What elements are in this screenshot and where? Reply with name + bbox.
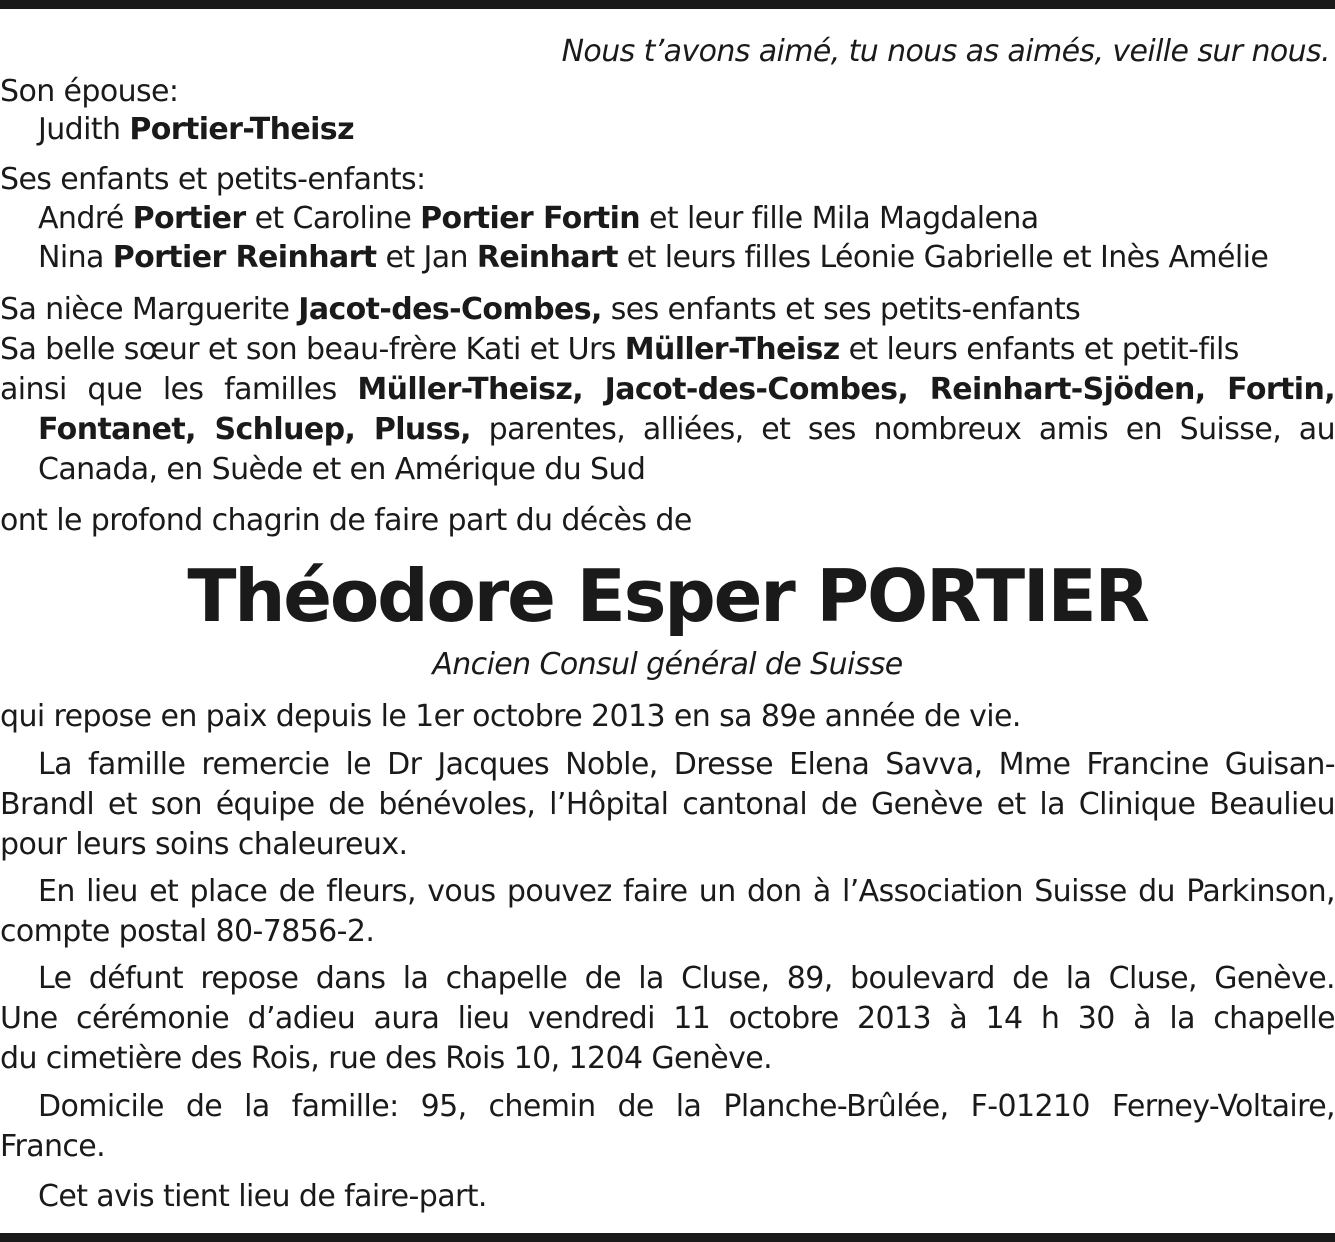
deceased-title: Ancien Consul général de Suisse — [432, 647, 903, 682]
text: Sa nièce Marguerite — [0, 292, 290, 327]
announcement: ont le profond chagrin de faire part du décès de — [0, 503, 692, 538]
children-line-1 — [38, 199, 1335, 239]
surname: Müller-Theisz — [624, 332, 840, 367]
surname: Jacot-des-Combes, — [298, 292, 602, 327]
deceased-name: Théodore Esper PORTIER — [187, 554, 1148, 638]
thanks-line-2: Brandl et son équipe de bénévoles, l’Hôpital cantonal de Genève et la Clinique Beaulieu — [0, 787, 1335, 822]
text: André — [38, 201, 124, 236]
text: et leurs filles Léonie Gabrielle et Inès Amélie — [626, 240, 1269, 275]
spouse-heading: Son épouse: — [0, 74, 179, 109]
closing-line: Cet avis tient lieu de faire-part. — [38, 1179, 487, 1214]
text: Nina — [38, 240, 104, 275]
text: et leurs enfants et petit-fils — [848, 332, 1239, 367]
domicile-line-1: Domicile de la famille: 95, chemin de la Planche-Brûlée, F-01210 Ferney-Voltaire, — [38, 1089, 1335, 1124]
inlaws-line — [0, 330, 1335, 370]
surname: Portier Reinhart — [112, 240, 377, 275]
epigraph: Nous t’avons aimé, tu nous as aimés, veille sur nous. — [561, 34, 1330, 69]
niece-line — [0, 290, 1335, 330]
spouse-last: Portier-Theisz — [129, 112, 354, 147]
thanks-line-3: pour leurs soins chaleureux. — [0, 827, 408, 862]
repose-paragraph: qui repose en paix depuis le 1er octobre 2013 en sa 89e année de vie. — [0, 699, 1021, 734]
bottom-rule — [0, 1233, 1335, 1242]
spouse-first: Judith — [38, 112, 121, 147]
donation-line-1: En lieu et place de fleurs, vous pouvez faire un don à l’Association Suisse du Parkinson, — [38, 874, 1335, 909]
children-line-2 — [38, 238, 1335, 278]
text: et Caroline — [254, 201, 412, 236]
text: ainsi que les familles — [0, 372, 337, 407]
ceremony-line-1: Le défunt repose dans la chapelle de la Cluse, 89, boulevard de la Cluse, Genève. — [38, 961, 1335, 996]
surname: Reinhart — [476, 240, 618, 275]
families-line-2 — [38, 410, 1335, 450]
spouse-entry — [38, 110, 1335, 150]
top-rule — [0, 0, 1335, 9]
families-line-3: Canada, en Suède et en Amérique du Sud — [38, 452, 646, 487]
surname: Portier Fortin — [420, 201, 641, 236]
text: parentes, alliées, et ses nombreux amis en Suisse, au — [488, 412, 1335, 447]
text: ses enfants et ses petits-enfants — [610, 292, 1081, 327]
domicile-line-2: France. — [0, 1129, 106, 1164]
children-heading: Ses enfants et petits-enfants: — [0, 162, 426, 197]
text: Sa belle sœur et son beau-frère Kati et Urs — [0, 332, 616, 367]
ceremony-line-2: Une cérémonie d’adieu aura lieu vendredi 11 octobre 2013 à 14 h 30 à la chapelle — [0, 1001, 1335, 1036]
text: et leur fille Mila Magdalena — [648, 201, 1039, 236]
surname: Portier — [132, 201, 246, 236]
donation-line-2: compte postal 80-7856-2. — [0, 914, 375, 949]
surnames: Fontanet, Schluep, Pluss, — [38, 412, 471, 447]
families-line-1 — [0, 370, 1335, 410]
thanks-line-1: La famille remercie le Dr Jacques Noble, Dresse Elena Savva, Mme Francine Guisan- — [38, 747, 1335, 782]
ceremony-line-3: du cimetière des Rois, rue des Rois 10, 1204 Genève. — [0, 1041, 773, 1076]
surnames: Müller-Theisz, Jacot-des-Combes, Reinhart-Sjöden, Fortin, — [357, 372, 1335, 407]
text: et Jan — [385, 240, 468, 275]
